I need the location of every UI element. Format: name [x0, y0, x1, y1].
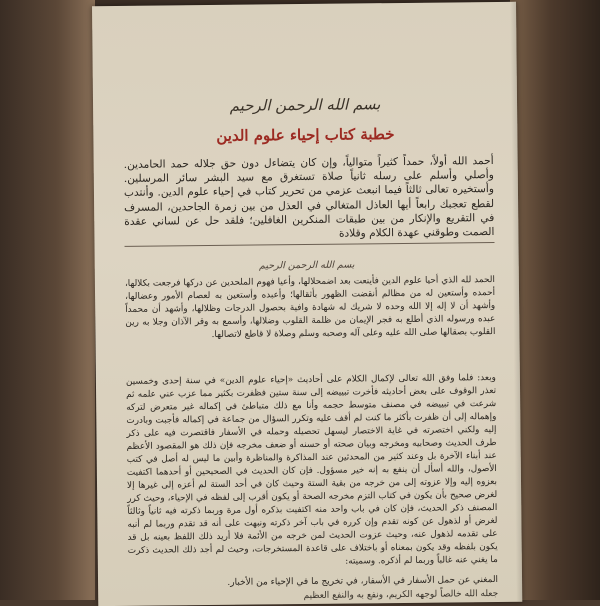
background-right	[510, 0, 600, 600]
section-title: خطبة كتاب إحياء علوم الدين	[216, 125, 395, 145]
basmala-heading: بسم الله الرحمن الرحيم	[229, 95, 381, 115]
paragraph-2-text: وبعد: فلما وفق الله تعالى لإكمال الكلام على أحاديث «إحياء علوم الدين» في سنة إحدى وخمسين تعذر الوقوف على بعض أحاديثه فأخرت تبييضه إلى سنة ستين فظفرت بكثير مما عزب عني علمه ثم شرعت في تبييضه في مصنف متوسط حجمه وأنا مع ذلك متباطئ في إكماله غير متعرض لتركه وإهماله إلى أن ظفرت بأكثر ما كنت لم أقف عليه وتكرر السؤال من جماعة في إكماله فأجبت وبادرت إليه ولكني اختصرته في غاية الاختصار ليسهل تحصيله وحمله في الأسفار فاقتصرت فيه على ذكر طرف الحديث وصحابيه ومخرجه وبيان صحته أو حسنه أو ضعف مخرجه فإن ذلك هو المقصود الأعظم عند أبناء الآخرة بل وعند كثير من المحدثين عند المذاكرة والمناظرة وأبين ما ليس له أصل في كتب الأصول، والله أسأل أن ينفع به إنه خير مسؤول. فإن كان الحديث في الصحيحين أو أحدهما اكتفيت بعزوه إليه وإلا عزوته إلى من خرجه من بقية الستة وحيث كان في أحد الستة لم أعزه إلى غيرها إلا لغرض صحيح بأن يكون في كتاب التزم مخرجه الصحة أو يكون أقرب إلى لفظه في الإحياء، وحيث كرر المصنف ذكر الحديث، فإن كان في باب واحد منه اكتفيت بذكره أول مرة وربما ذكرته فيه ثانياً وثالثاً لغرض أو لذهول عن كونه تقدم وإن كرره في باب آخر ذكرته ونبهت على أنه قد تقدم وربما لم أنبه على تقدمه لذهول عنه، وحيث عزوت الحديث لمن خرجه من الأئمة فلا أريد ذلك اللفظ بعينه بل قد يكون بلفظه وقد يكون بمعناه أو باختلاف على قاعدة المستخرجات، وحيث لم أجد ذلك الحديث ذكرت ما يغني عنه غالباً وربما لم أذكره. وسميته:	[125, 373, 498, 567]
section-divider	[125, 242, 495, 247]
book-page	[92, 2, 522, 606]
intro-paragraph	[124, 154, 495, 243]
cut-off-line: جعله الله خالصاً لوجهه الكريم، ونفع به والنفع العظيم	[303, 588, 499, 602]
paragraph-1-text: الحمد لله الذي أحيا علوم الدين فأينعت بعد اضمحلالها، وأعيا فهوم الملحدين عن دركها فرجعت بكلالها، أحمده وأستعين له من مظالم أنقضت الظهور بأثقالها؛ وأعبده وأستعين به لعصام الأمور وعضالها، وأشهد أن لا إله إلا الله وحده لا شريك له شهادة وافية بحصول الدرجات وظلالها، وأشهد أن محمداً عبده ورسوله الذي أطلع به فجر الإيمان من ظلمة القلوب وضلالها، وأسمع به وقر الآذان وجلا به رين القلوب بصقالها صلى الله عليه وعلى آله وصحبه وسلم وصلاة لا قاطع لاتصالها.	[124, 275, 496, 340]
paragraph-2	[126, 372, 498, 571]
book-title-line: المغني عن حمل الأسفار في الأسفار، في تخريج ما في الإحياء من الأخبار.	[227, 574, 499, 588]
basmala-small: بسم الله الرحمن الرحيم	[258, 259, 355, 272]
paragraph-1	[125, 274, 496, 343]
intro-text: أحمد الله أولاً، حمداً كثيراً متوالياً، وإن كان يتضاءل دون حق جلاله حمد الحامدين. وأصلي وأسلم على رسله ثانياً صلاة تستغرق مع سيد البشر سائر المرسلين. وأستخيره تعالى ثالثاً فيما انبعث عزمي من تحرير كتاب في إحياء علوم الدين. وأنتدب لقطع تعجبك رابعاً أيها العاذل المتغالي في العذل من بين زمرة الجاحدين، المسرف في التقريع والإنكار من بين طبقات المنكرين الغافلين؛ فلقد حل عن لساني عقدة الصمت وطوقني عهدة الكلام وقلادة	[123, 155, 495, 240]
background-left	[0, 0, 95, 600]
